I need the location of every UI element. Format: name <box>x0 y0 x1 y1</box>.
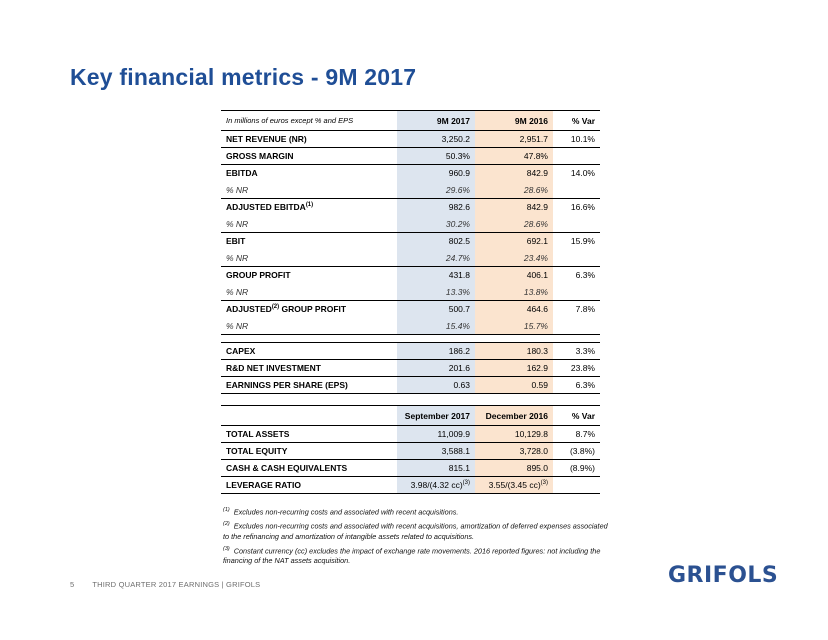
cell-var: (8.9%) <box>553 460 600 477</box>
header-empty-cell <box>221 406 397 426</box>
cell-9m2017: 431.8 <box>397 267 475 284</box>
cell-var: 8.7% <box>553 426 600 443</box>
cell-dec2016: 895.0 <box>475 460 553 477</box>
table-row <box>221 284 600 301</box>
footnote-marker: (1) <box>305 202 314 209</box>
cell-dec2016 <box>475 477 553 494</box>
cell-9m2016: 180.3 <box>475 343 553 360</box>
row-label: GROUP PROFIT <box>221 267 397 284</box>
table-row <box>221 360 600 377</box>
row-label-text: GROUP PROFIT <box>279 304 347 315</box>
footnotes <box>223 505 613 568</box>
cell-9m2016: 692.1 <box>475 233 553 250</box>
table-row <box>221 377 600 394</box>
balance-sheet-table <box>221 405 600 494</box>
footnote-text: Excludes non-recurring costs and associated with recent acquisitions. <box>233 507 459 517</box>
footnote-text: Constant currency (cc) excludes the impact of exchange rate movements. 2016 reported figures: not including the financing of the NAT assets acquisition. <box>223 546 601 566</box>
cell-9m2016: 842.9 <box>475 199 553 216</box>
table-row <box>221 233 600 250</box>
row-label: CAPEX <box>221 343 397 360</box>
cell-9m2016: 28.6% <box>475 182 553 199</box>
cell-dec2016: 3,728.0 <box>475 443 553 460</box>
units-note: In millions of euros except % and EPS <box>221 111 397 131</box>
table-row <box>221 301 600 318</box>
cell-sep2017: 11,009.9 <box>397 426 475 443</box>
table-row <box>221 460 600 477</box>
table-row <box>221 131 600 148</box>
cell-9m2017: 500.7 <box>397 301 475 318</box>
cell-var <box>553 216 600 233</box>
cell-9m2017: 29.6% <box>397 182 475 199</box>
cell-9m2017: 50.3% <box>397 148 475 165</box>
cell-9m2016: 464.6 <box>475 301 553 318</box>
table-row <box>221 343 600 360</box>
cell-var: 7.8% <box>553 301 600 318</box>
row-label <box>221 199 397 216</box>
column-header-9m2016: 9M 2016 <box>475 111 553 131</box>
table-row <box>221 318 600 335</box>
table-header-row <box>221 406 600 426</box>
row-label <box>221 301 397 318</box>
cell-9m2017: 0.63 <box>397 377 475 394</box>
cell-var: 6.3% <box>553 377 600 394</box>
cell-9m2017: 186.2 <box>397 343 475 360</box>
cell-var: 23.8% <box>553 360 600 377</box>
row-label-text: ADJUSTED EBITDA <box>226 202 306 213</box>
footnote-mark: (2) <box>223 521 230 528</box>
income-metrics-table <box>221 110 600 335</box>
page-title: Key financial metrics - 9M 2017 <box>70 64 417 90</box>
table-row <box>221 477 600 494</box>
footer-text: THIRD QUARTER 2017 EARNINGS | GRIFOLS <box>92 580 261 589</box>
footnote-marker: (3) <box>540 480 548 487</box>
row-label: EBIT <box>221 233 397 250</box>
cell-9m2016: 0.59 <box>475 377 553 394</box>
cell-var <box>553 148 600 165</box>
cell-9m2017: 960.9 <box>397 165 475 182</box>
cell-9m2016: 23.4% <box>475 250 553 267</box>
cell-var: 10.1% <box>553 131 600 148</box>
column-header-sep2017: September 2017 <box>397 406 475 426</box>
page-number: 5 <box>70 580 75 589</box>
cell-9m2017: 13.3% <box>397 284 475 301</box>
footnote <box>223 544 613 566</box>
cell-9m2016: 162.9 <box>475 360 553 377</box>
row-label: TOTAL ASSETS <box>221 426 397 443</box>
row-label-text: ADJUSTED <box>226 304 272 315</box>
cell-9m2016: 842.9 <box>475 165 553 182</box>
row-label: % NR <box>221 216 397 233</box>
column-header-var: % Var <box>553 111 600 131</box>
footnote-marker: (3) <box>462 480 470 487</box>
row-label: % NR <box>221 182 397 199</box>
cell-9m2017: 30.2% <box>397 216 475 233</box>
footnote <box>223 519 613 541</box>
row-label: TOTAL EQUITY <box>221 443 397 460</box>
cell-9m2017: 3,250.2 <box>397 131 475 148</box>
cell-var: 16.6% <box>553 199 600 216</box>
cell-9m2016: 15.7% <box>475 318 553 335</box>
cell-value: 3.55/(3.45 cc) <box>488 480 541 490</box>
cell-var: 14.0% <box>553 165 600 182</box>
table-row <box>221 250 600 267</box>
row-label: % NR <box>221 250 397 267</box>
table-row <box>221 182 600 199</box>
cell-9m2016: 2,951.7 <box>475 131 553 148</box>
table-row <box>221 426 600 443</box>
row-label: LEVERAGE RATIO <box>221 477 397 494</box>
table-header-row <box>221 111 600 131</box>
cell-9m2017: 982.6 <box>397 199 475 216</box>
cell-var <box>553 318 600 335</box>
table-row <box>221 443 600 460</box>
table-row <box>221 148 600 165</box>
footnote-marker: (2) <box>271 304 280 311</box>
cell-9m2016: 13.8% <box>475 284 553 301</box>
cell-var: 6.3% <box>553 267 600 284</box>
column-header-var: % Var <box>553 406 600 426</box>
cell-sep2017 <box>397 477 475 494</box>
table-row <box>221 216 600 233</box>
cell-var: 3.3% <box>553 343 600 360</box>
row-label: % NR <box>221 318 397 335</box>
cell-var: (3.8%) <box>553 443 600 460</box>
row-label: R&D NET INVESTMENT <box>221 360 397 377</box>
grifols-logo: GRIFOLS <box>668 563 779 588</box>
investment-metrics-table <box>221 342 600 394</box>
row-label: GROSS MARGIN <box>221 148 397 165</box>
cell-9m2017: 24.7% <box>397 250 475 267</box>
cell-sep2017: 3,588.1 <box>397 443 475 460</box>
cell-9m2017: 201.6 <box>397 360 475 377</box>
cell-var <box>553 284 600 301</box>
footnote-text: Excludes non-recurring costs and associated with recent acquisitions, amortization of deferred expenses associated to the refinancing and amortization of intangible assets related to acquisitions. <box>223 521 608 541</box>
cell-9m2016: 406.1 <box>475 267 553 284</box>
cell-var <box>553 250 600 267</box>
cell-var <box>553 182 600 199</box>
cell-var <box>553 477 600 494</box>
footnote-mark: (3) <box>223 545 230 552</box>
footnote-mark: (1) <box>223 507 230 513</box>
footnote <box>223 505 613 517</box>
table-row <box>221 165 600 182</box>
cell-sep2017: 815.1 <box>397 460 475 477</box>
cell-var: 15.9% <box>553 233 600 250</box>
row-label: EARNINGS PER SHARE (EPS) <box>221 377 397 394</box>
cell-9m2017: 802.5 <box>397 233 475 250</box>
table-row <box>221 199 600 216</box>
row-label: % NR <box>221 284 397 301</box>
cell-dec2016: 10,129.8 <box>475 426 553 443</box>
column-header-9m2017: 9M 2017 <box>397 111 475 131</box>
footer <box>70 580 260 589</box>
row-label: NET REVENUE (NR) <box>221 131 397 148</box>
cell-9m2017: 15.4% <box>397 318 475 335</box>
column-header-dec2016: December 2016 <box>475 406 553 426</box>
cell-value: 3.98/(4.32 cc) <box>410 480 463 490</box>
cell-9m2016: 28.6% <box>475 216 553 233</box>
table-row <box>221 267 600 284</box>
row-label: EBITDA <box>221 165 397 182</box>
cell-9m2016: 47.8% <box>475 148 553 165</box>
row-label: CASH & CASH EQUIVALENTS <box>221 460 397 477</box>
